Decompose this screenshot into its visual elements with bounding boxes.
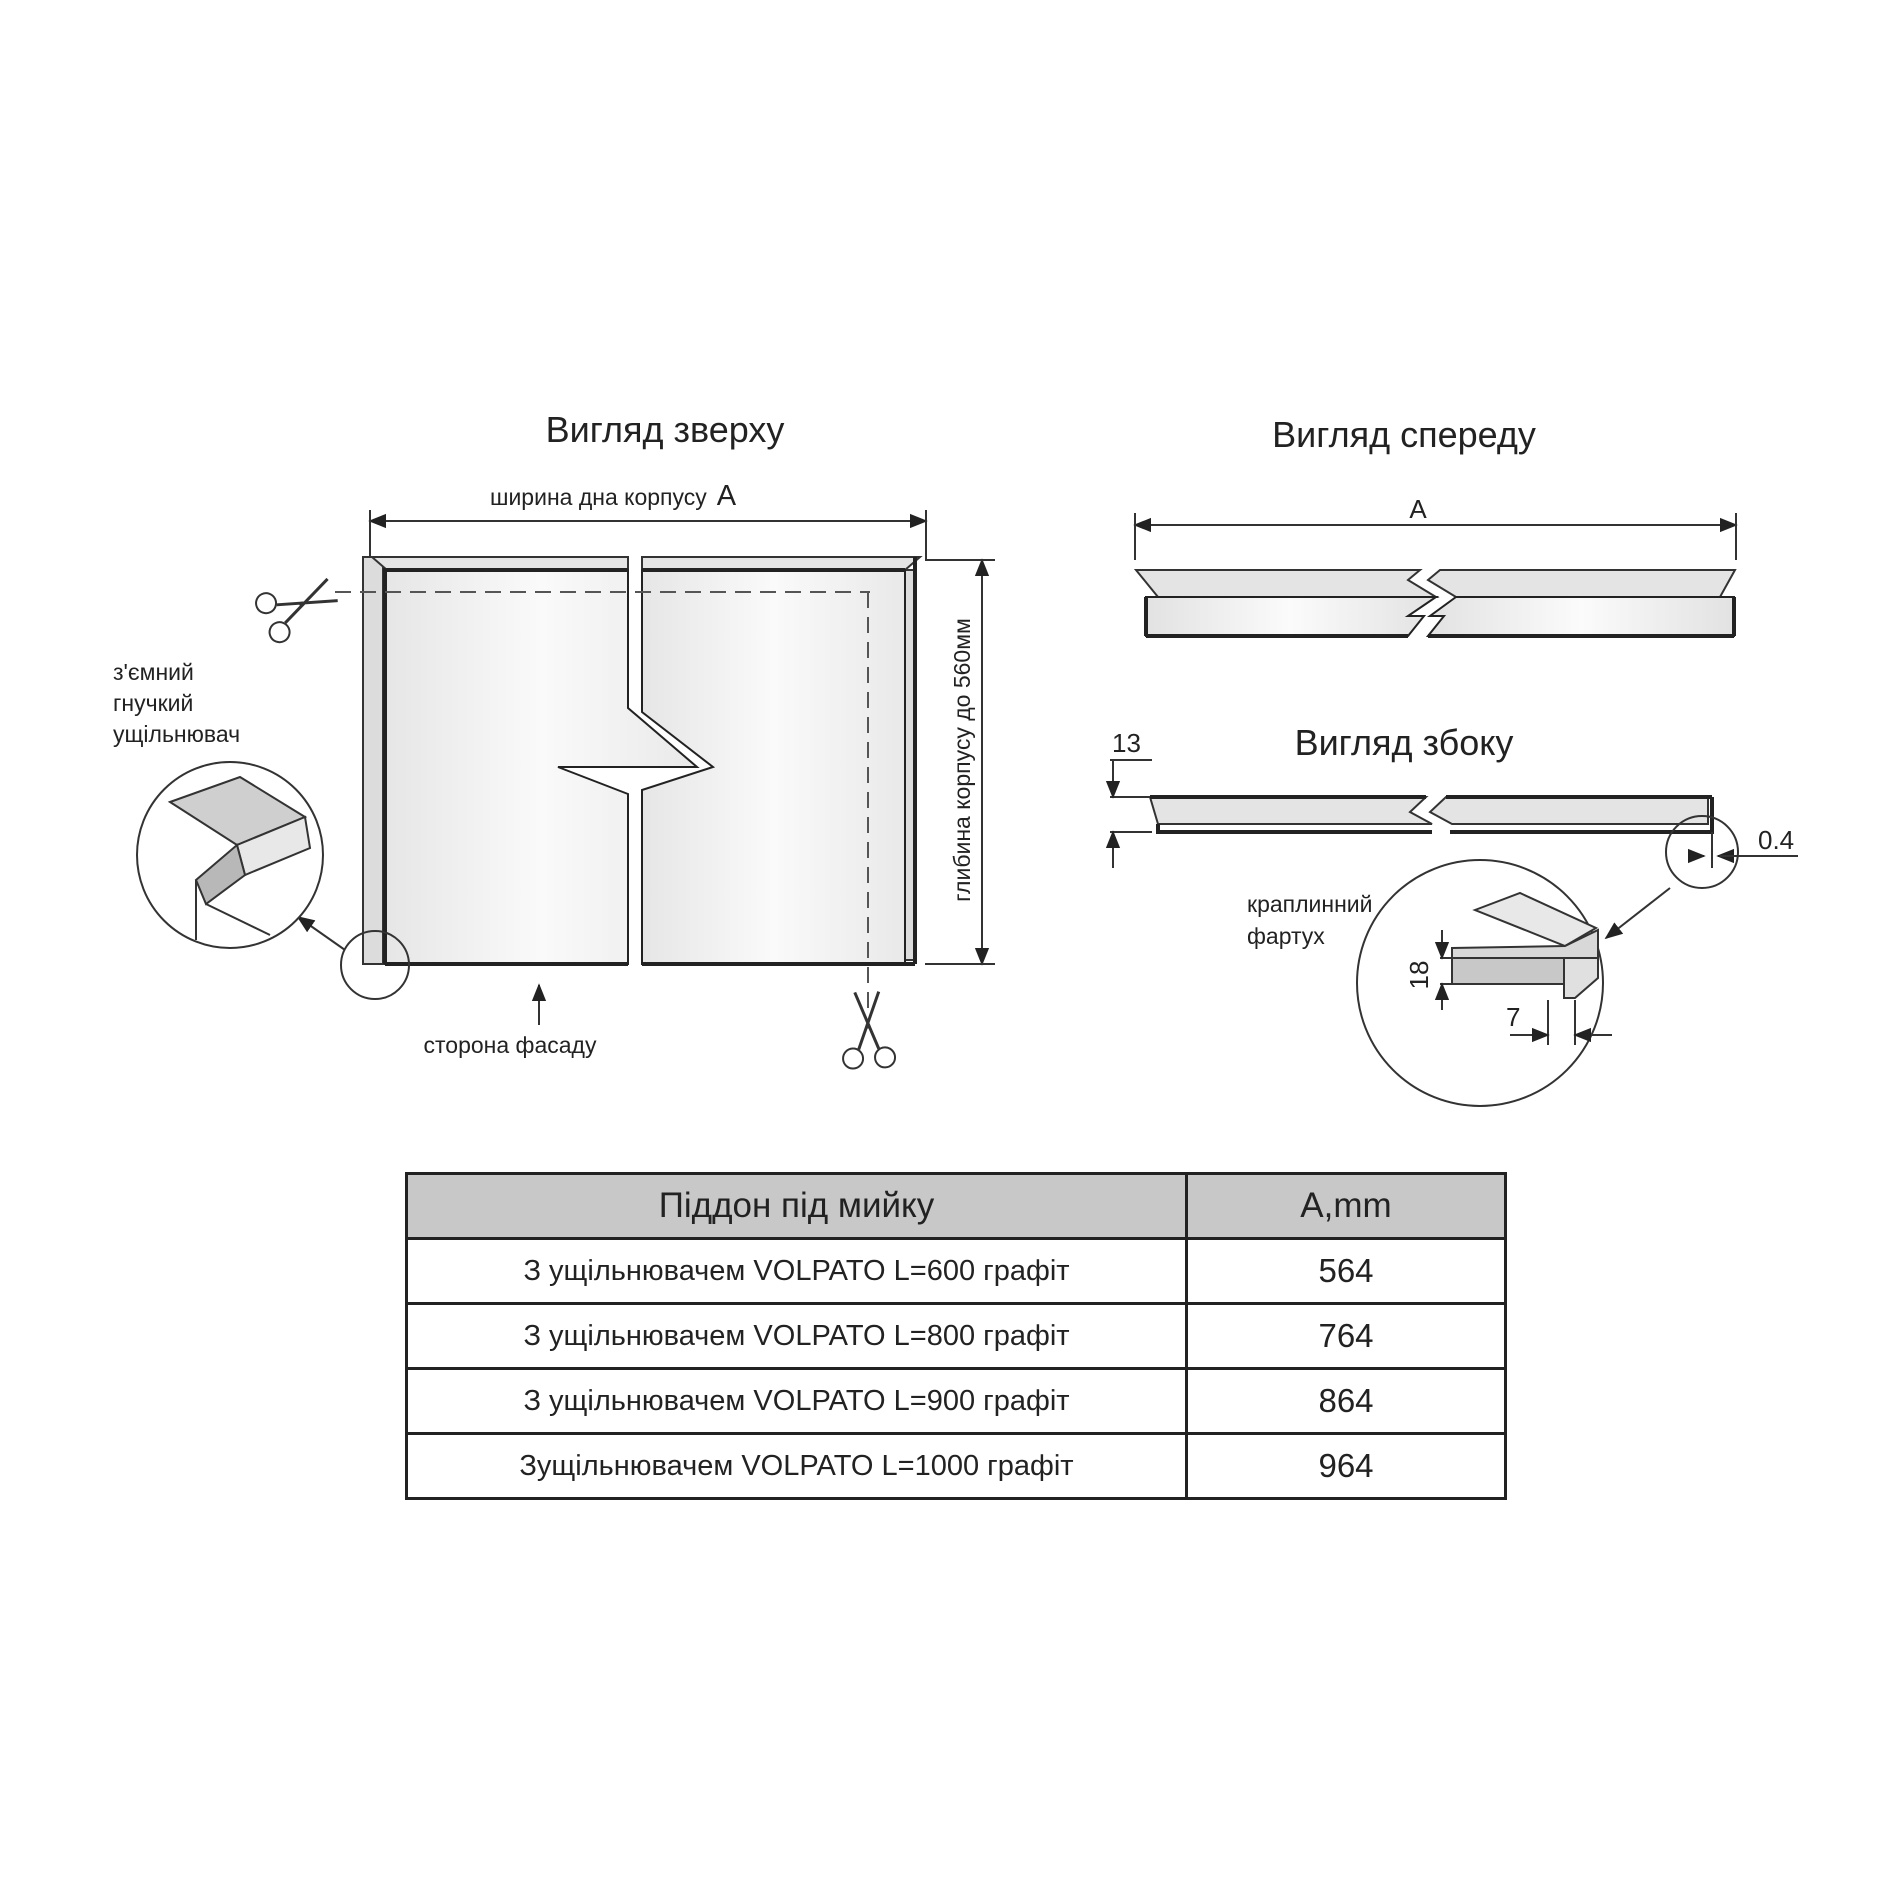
table-cell-value: 864 — [1187, 1369, 1506, 1434]
seal-detail-view — [137, 762, 323, 948]
side-dim-height: 13 — [1112, 728, 1141, 758]
table-row — [407, 1239, 1506, 1304]
table-cell-name: З ущільнювачем VOLPATO L=600 графіт — [407, 1239, 1187, 1304]
front-view-dim-letter: A — [1409, 494, 1427, 524]
detail-pointer-arrow — [298, 917, 345, 950]
table-header-product: Піддон під мийку — [407, 1174, 1187, 1239]
side-dim-gap: 0.4 — [1758, 825, 1795, 855]
profile-dim-height: 18 — [1404, 960, 1434, 990]
depth-label: глибина корпусу до 560мм — [949, 618, 975, 902]
top-view — [113, 409, 995, 1069]
front-view — [1135, 414, 1736, 636]
front-top-lip — [1136, 570, 1436, 597]
table-row — [407, 1434, 1506, 1499]
front-view-title: Вигляд спереду — [1272, 414, 1536, 455]
side-strip — [1150, 797, 1432, 824]
spec-table — [405, 1172, 1507, 1500]
side-view-title: Вигляд збоку — [1294, 722, 1514, 763]
profile-detail-view — [1357, 860, 1612, 1106]
profile-pointer-arrow — [1606, 888, 1670, 938]
table-cell-name: З ущільнювачем VOLPATO L=800 графіт — [407, 1304, 1187, 1369]
table-cell-value: 964 — [1187, 1434, 1506, 1499]
table-cell-name: З ущільнювачем VOLPATO L=900 графіт — [407, 1369, 1187, 1434]
table-row — [407, 1369, 1506, 1434]
drip-apron-label: краплинний фартух — [1247, 891, 1373, 949]
facade-label: сторона фасаду — [423, 1032, 597, 1058]
table-cell-value: 764 — [1187, 1304, 1506, 1369]
seal-label: з'ємний гнучкий ущільнювач — [113, 659, 241, 747]
table-row — [407, 1304, 1506, 1369]
table-cell-value: 564 — [1187, 1239, 1506, 1304]
scissors-icon — [253, 566, 344, 645]
table-header-row — [407, 1174, 1506, 1239]
front-body — [1146, 597, 1436, 636]
table-cell-name: Зущільнювачем VOLPATO L=1000 графіт — [407, 1434, 1187, 1499]
table-header-a-mm: A,mm — [1187, 1174, 1506, 1239]
width-label: ширина дна корпусу A — [490, 480, 737, 512]
side-view — [1110, 722, 1798, 1106]
profile-dim-lip: 7 — [1506, 1002, 1521, 1032]
left-seal-strip — [363, 557, 383, 964]
top-view-title: Вигляд зверху — [545, 409, 785, 450]
drip-detail-marker — [1666, 816, 1738, 888]
